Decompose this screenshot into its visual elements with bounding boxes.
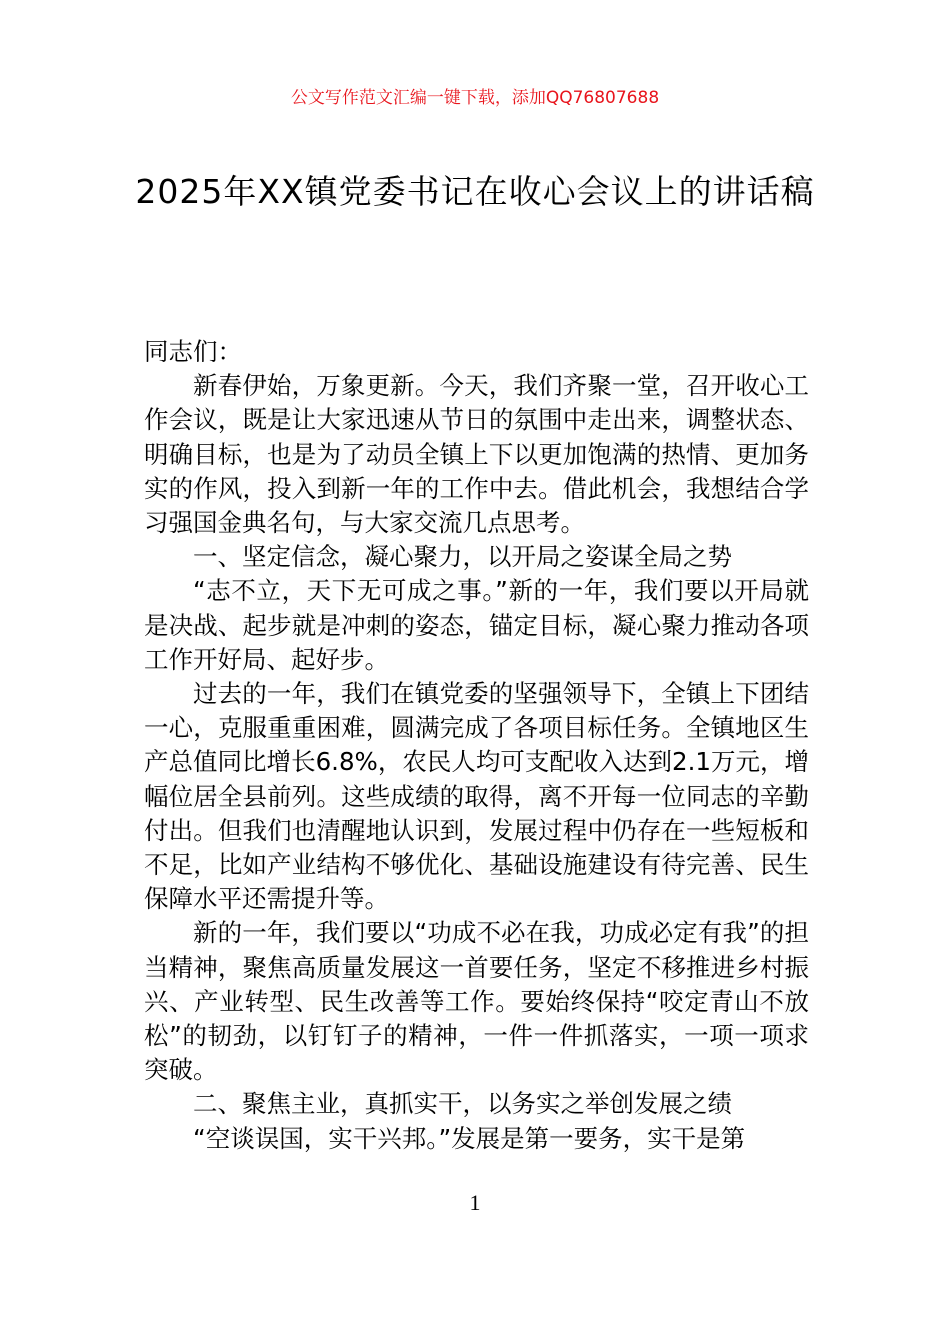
salutation: 同志们： <box>144 337 242 366</box>
section-heading-1: 一、坚定信念，凝心聚力，以开局之姿谋全局之势 <box>193 542 732 572</box>
download-banner: 公文写作范文汇编一键下载，添加QQ76807688 <box>290 88 660 108</box>
page-number: 1 <box>469 1190 481 1215</box>
paragraph-new-year: 新的一年，我们要以“功成不必在我，功成必定有我”的担当精神，聚焦高质量发展这一首要任务，坚定不移推进乡村振兴、产业转型、民生改善等工作。要始终保持“咬定青山不放松”的韧劲，以钉钉子的精神，一件一件抓落实，一项一项求突破。 <box>144 918 809 1085</box>
section-heading-2: 二、聚焦主业，真抓实干，以务实之举创发展之绩 <box>193 1089 732 1119</box>
document-title: 2025年XX镇党委书记在收心会议上的讲话稿 <box>135 172 815 211</box>
paragraph-quote-2: “空谈误国，实干兴邦。”发展是第一要务，实干是第 <box>193 1123 746 1153</box>
paragraph-review: 过去的一年，我们在镇党委的坚强领导下，全镇上下团结一心，克服重重困难，圆满完成了各项目标任务。全镇地区生产总值同比增长6.8%，农民人均可支配收入达到2.1万元，增幅位居全县前列。这些成绩的取得，离不开每一位同志的辛勤付出。但我们也清醒地认识到，发展过程中仍存在一些短板和不足，比如产业结构不够优化、基础设施建设有待完善、民生保障水平还需提升等。 <box>144 679 809 914</box>
paragraph-quote-1: “志不立，天下无可成之事。”新的一年，我们要以开局就是决战、起步就是冲刺的姿态，锚定目标，凝心聚力推动各项工作开好局、起好步。 <box>144 576 809 674</box>
paragraph-intro: 新春伊始，万象更新。今天，我们齐聚一堂，召开收心工作会议，既是让大家迅速从节日的氛围中走出来，调整状态、明确目标，也是为了动员全镇上下以更加饱满的热情、更加务实的作风，投入到新一年的工作中去。借此机会，我想结合学习强国金典名句，与大家交流几点思考。 <box>144 371 809 538</box>
document-body <box>144 335 809 1156</box>
